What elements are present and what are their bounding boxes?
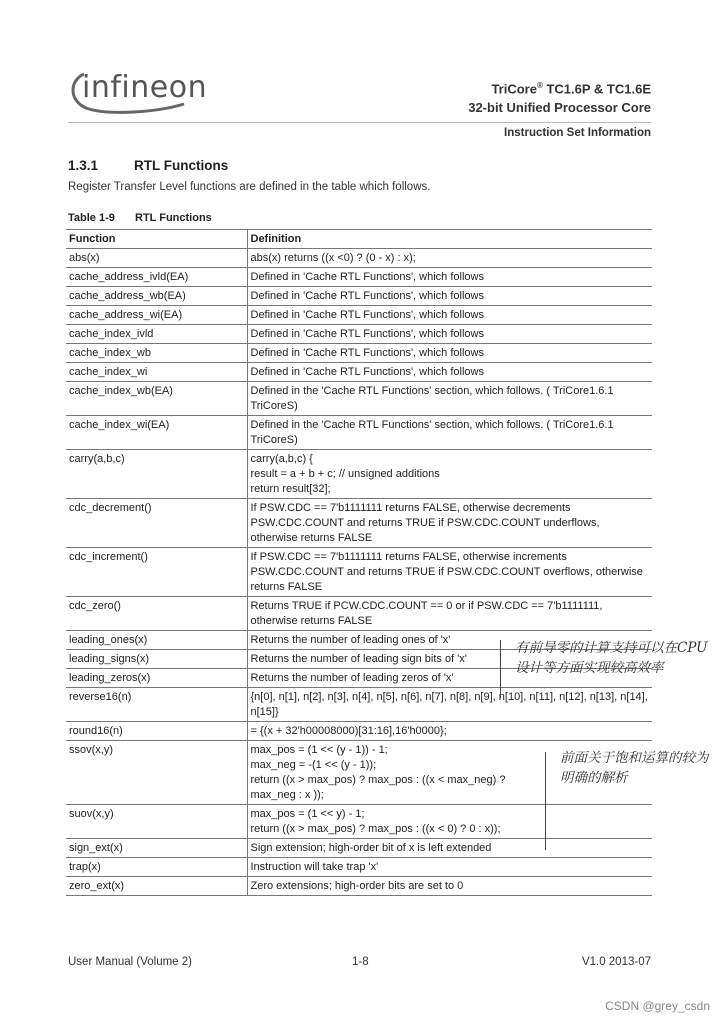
function-cell: cdc_increment() — [66, 548, 247, 597]
handwritten-note-leading: 有前导零的计算支持可以在CPU设计等方面实现较高效率 — [515, 640, 708, 676]
infineon-logo — [68, 66, 208, 114]
definition-cell: Returns TRUE if PCW.CDC.COUNT == 0 or if PSW.CDC == 7'b1111111, otherwise returns FALSE — [247, 597, 652, 631]
definition-cell: If PSW.CDC == 7'b1111111 returns FALSE, otherwise decrements PSW.CDC.COUNT and returns TRUE if PSW.CDC.COUNT underflows, otherwise returns FALSE — [247, 499, 652, 548]
definition-cell: max_pos = (1 << (y - 1)) - 1; max_neg = -(1 << (y - 1)); return ((x > max_pos) ? max_pos : ((x < max_neg) ? max_neg : x )); — [247, 741, 652, 805]
table-row — [66, 548, 652, 597]
table-row — [66, 306, 652, 325]
definition-cell: Instruction will take trap 'x' — [247, 858, 652, 877]
function-cell: cache_index_wb — [66, 344, 247, 363]
function-cell: cache_index_ivld — [66, 325, 247, 344]
chapter-label: Instruction Set Information — [504, 127, 651, 139]
table-row — [66, 499, 652, 548]
table-row — [66, 839, 652, 858]
definition-cell: {n[0], n[1], n[2], n[3], n[4], n[5], n[6], n[7], n[8], n[9], n[10], n[11], n[12], n[13], n[14], n[15]} — [247, 688, 652, 722]
document-title-line1: TriCore® TC1.6P & TC1.6E — [491, 81, 651, 97]
table-title: RTL Functions — [135, 212, 212, 224]
definition-cell: Returns the number of leading sign bits of 'x' — [247, 650, 652, 669]
function-cell: cache_index_wi — [66, 363, 247, 382]
table-row — [66, 249, 652, 268]
table-row — [66, 805, 652, 839]
handwritten-note-saturation: 前面关于饱和运算的较为明确的解析 — [560, 750, 709, 786]
table-header-row — [66, 230, 652, 249]
note-bracket-2 — [545, 752, 546, 850]
table-row — [66, 325, 652, 344]
function-cell: leading_ones(x) — [66, 631, 247, 650]
function-cell: cache_address_wb(EA) — [66, 287, 247, 306]
definition-cell: If PSW.CDC == 7'b1111111 returns FALSE, otherwise increments PSW.CDC.COUNT and returns TRUE if PSW.CDC.COUNT overflows, otherwise returns FALSE — [247, 548, 652, 597]
definition-cell: Defined in 'Cache RTL Functions', which follows — [247, 363, 652, 382]
function-cell: leading_signs(x) — [66, 650, 247, 669]
definition-cell: Returns the number of leading zeros of 'x' — [247, 669, 652, 688]
table-row — [66, 287, 652, 306]
definition-cell: max_pos = (1 << y) - 1; return ((x > max_pos) ? max_pos : ((x < 0) ? 0 : x)); — [247, 805, 652, 839]
function-cell: cdc_zero() — [66, 597, 247, 631]
table-row — [66, 688, 652, 722]
function-cell: carry(a,b,c) — [66, 450, 247, 499]
table-row — [66, 268, 652, 287]
function-cell: sign_ext(x) — [66, 839, 247, 858]
section-number: 1.3.1 — [68, 158, 99, 173]
table-row — [66, 416, 652, 450]
definition-cell: carry(a,b,c) { result = a + b + c; // unsigned additions return result[32]; — [247, 450, 652, 499]
column-header-function: Function — [66, 230, 247, 249]
table-caption — [68, 212, 212, 224]
definition-cell: Defined in 'Cache RTL Functions', which follows — [247, 325, 652, 344]
function-cell: cache_index_wb(EA) — [66, 382, 247, 416]
function-cell: abs(x) — [66, 249, 247, 268]
definition-cell: Defined in 'Cache RTL Functions', which follows — [247, 268, 652, 287]
definition-cell: Returns the number of leading ones of 'x' — [247, 631, 652, 650]
table-row — [66, 344, 652, 363]
function-cell: cache_address_ivld(EA) — [66, 268, 247, 287]
csdn-watermark: CSDN @grey_csdn — [605, 999, 710, 1013]
function-cell: cache_address_wi(EA) — [66, 306, 247, 325]
function-cell: round16(n) — [66, 722, 247, 741]
definition-cell: Defined in 'Cache RTL Functions', which follows — [247, 306, 652, 325]
table-row — [66, 858, 652, 877]
rtl-functions-table — [66, 229, 652, 896]
footer-version: V1.0 2013-07 — [581, 956, 651, 968]
definition-cell: Defined in 'Cache RTL Functions', which follows — [247, 287, 652, 306]
footer-manual-name: User Manual (Volume 2) — [68, 956, 192, 968]
footer-page-number: 1-8 — [352, 956, 369, 968]
document-title-line2: 32-bit Unified Processor Core — [468, 100, 651, 116]
table-row — [66, 450, 652, 499]
definition-cell: Defined in the 'Cache RTL Functions' section, which follows. ( TriCore1.6.1 TriCoreS) — [247, 382, 652, 416]
section-intro: Register Transfer Level functions are defined in the table which follows. — [68, 181, 431, 193]
table-number: Table 1-9 — [68, 212, 115, 224]
column-header-definition: Definition — [247, 230, 652, 249]
function-cell: leading_zeros(x) — [66, 669, 247, 688]
definition-cell: Defined in 'Cache RTL Functions', which follows — [247, 344, 652, 363]
table-row — [66, 363, 652, 382]
function-cell: cache_index_wi(EA) — [66, 416, 247, 450]
table-row — [66, 877, 652, 896]
section-heading — [68, 158, 228, 173]
definition-cell: Sign extension; high-order bit of x is left extended — [247, 839, 652, 858]
function-cell: reverse16(n) — [66, 688, 247, 722]
header-divider — [68, 122, 651, 123]
table-row — [66, 382, 652, 416]
document-title — [468, 76, 651, 117]
logo-wordmark: infineon — [82, 70, 208, 105]
function-cell: ssov(x,y) — [66, 741, 247, 805]
function-cell: cdc_decrement() — [66, 499, 247, 548]
function-cell: trap(x) — [66, 858, 247, 877]
section-title: RTL Functions — [134, 158, 229, 173]
function-cell: zero_ext(x) — [66, 877, 247, 896]
note-bracket-1 — [500, 640, 501, 698]
definition-cell: Defined in the 'Cache RTL Functions' section, which follows. ( TriCore1.6.1 TriCoreS) — [247, 416, 652, 450]
definition-cell: = {(x + 32'h00008000)[31:16],16'h0000}; — [247, 722, 652, 741]
table-row — [66, 597, 652, 631]
definition-cell: Zero extensions; high-order bits are set to 0 — [247, 877, 652, 896]
definition-cell: abs(x) returns ((x <0) ? (0 - x) : x); — [247, 249, 652, 268]
table-row — [66, 722, 652, 741]
function-cell: suov(x,y) — [66, 805, 247, 839]
